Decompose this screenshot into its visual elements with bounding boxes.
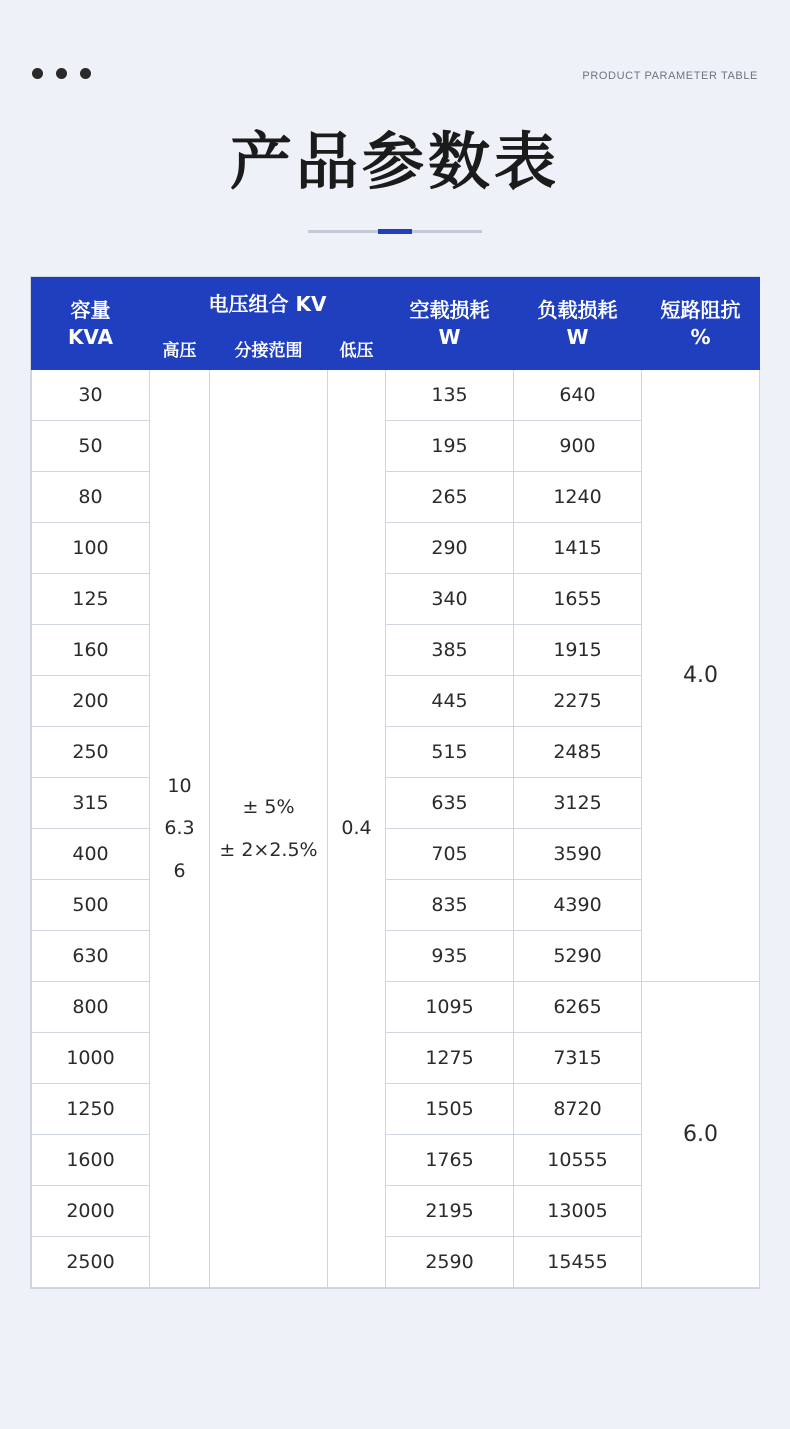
page-title: 产品参数表 xyxy=(229,125,560,198)
cell-load-loss: 10555 xyxy=(514,1135,642,1186)
header-tap-range: 分接范围 xyxy=(210,328,328,370)
decorative-dots xyxy=(32,68,91,79)
cell-capacity: 80 xyxy=(32,472,150,523)
cell-capacity: 800 xyxy=(32,982,150,1033)
cell-capacity: 400 xyxy=(32,829,150,880)
cell-load-loss: 13005 xyxy=(514,1186,642,1237)
cell-load-loss: 640 xyxy=(514,370,642,421)
cell-capacity: 2500 xyxy=(32,1237,150,1288)
high-voltage-value: 6 xyxy=(173,860,186,883)
header-no-load-loss-line1: 空载损耗 xyxy=(409,297,490,322)
high-voltage-value: 10 xyxy=(167,774,192,797)
parameter-table-container xyxy=(30,276,760,1289)
cell-load-loss: 4390 xyxy=(514,880,642,931)
cell-capacity: 100 xyxy=(32,523,150,574)
cell-load-loss: 6265 xyxy=(514,982,642,1033)
tap-range-value: ± 2×2.5% xyxy=(219,838,318,861)
cell-impedance: 4.0 xyxy=(642,370,760,982)
cell-capacity: 50 xyxy=(32,421,150,472)
cell-no-load-loss: 340 xyxy=(386,574,514,625)
cell-no-load-loss: 835 xyxy=(386,880,514,931)
header-load-loss-line2: W xyxy=(566,324,589,349)
header-low-voltage: 低压 xyxy=(328,328,386,370)
cell-impedance: 6.0 xyxy=(642,982,760,1288)
header-capacity-line1: 容量 xyxy=(70,297,111,322)
cell-no-load-loss: 1505 xyxy=(386,1084,514,1135)
cell-tap-range xyxy=(210,370,328,1288)
cell-no-load-loss: 265 xyxy=(386,472,514,523)
dot-icon xyxy=(56,68,67,79)
cell-load-loss: 8720 xyxy=(514,1084,642,1135)
cell-capacity: 200 xyxy=(32,676,150,727)
cell-no-load-loss: 195 xyxy=(386,421,514,472)
high-voltage-value: 6.3 xyxy=(164,817,195,840)
cell-capacity: 315 xyxy=(32,778,150,829)
cell-no-load-loss: 1095 xyxy=(386,982,514,1033)
table-body xyxy=(32,370,760,1288)
tap-range-value: ± 5% xyxy=(242,795,295,818)
header-impedance-line2: % xyxy=(690,324,711,349)
cell-load-loss: 3125 xyxy=(514,778,642,829)
table-header-row-1 xyxy=(32,278,760,328)
cell-load-loss: 5290 xyxy=(514,931,642,982)
table-head xyxy=(32,278,760,370)
cell-load-loss: 3590 xyxy=(514,829,642,880)
table-row xyxy=(32,370,760,421)
cell-capacity: 1000 xyxy=(32,1033,150,1084)
cell-load-loss: 2485 xyxy=(514,727,642,778)
cell-load-loss: 15455 xyxy=(514,1237,642,1288)
cell-capacity: 250 xyxy=(32,727,150,778)
parameter-table xyxy=(31,277,760,1288)
cell-capacity: 125 xyxy=(32,574,150,625)
cell-no-load-loss: 935 xyxy=(386,931,514,982)
cell-load-loss: 1415 xyxy=(514,523,642,574)
header-load-loss-line1: 负载损耗 xyxy=(537,297,618,322)
header-impedance-line1: 短路阻抗 xyxy=(660,297,741,322)
cell-low-voltage: 0.4 xyxy=(328,370,386,1288)
cell-no-load-loss: 1765 xyxy=(386,1135,514,1186)
header-no-load-loss-line2: W xyxy=(438,324,461,349)
cell-load-loss: 900 xyxy=(514,421,642,472)
cell-capacity: 30 xyxy=(32,370,150,421)
eyebrow-text: PRODUCT PARAMETER TABLE xyxy=(582,70,758,82)
cell-capacity: 1250 xyxy=(32,1084,150,1135)
cell-capacity: 1600 xyxy=(32,1135,150,1186)
cell-capacity: 160 xyxy=(32,625,150,676)
dot-icon xyxy=(32,68,43,79)
cell-no-load-loss: 385 xyxy=(386,625,514,676)
cell-no-load-loss: 290 xyxy=(386,523,514,574)
cell-load-loss: 1655 xyxy=(514,574,642,625)
cell-capacity: 2000 xyxy=(32,1186,150,1237)
cell-no-load-loss: 515 xyxy=(386,727,514,778)
title-divider xyxy=(308,230,482,233)
cell-load-loss: 1915 xyxy=(514,625,642,676)
cell-capacity: 500 xyxy=(32,880,150,931)
header-high-voltage: 高压 xyxy=(150,328,210,370)
cell-no-load-loss: 705 xyxy=(386,829,514,880)
header-capacity-line2: KVA xyxy=(67,324,114,349)
top-bar xyxy=(0,0,790,110)
cell-no-load-loss: 2590 xyxy=(386,1237,514,1288)
cell-no-load-loss: 135 xyxy=(386,370,514,421)
cell-no-load-loss: 635 xyxy=(386,778,514,829)
cell-capacity: 630 xyxy=(32,931,150,982)
title-block xyxy=(0,125,790,233)
cell-no-load-loss: 1275 xyxy=(386,1033,514,1084)
header-no-load-loss xyxy=(386,278,514,370)
table-row xyxy=(32,982,760,1033)
cell-load-loss: 1240 xyxy=(514,472,642,523)
header-voltage-group: 电压组合 KV xyxy=(150,278,386,328)
dot-icon xyxy=(80,68,91,79)
header-capacity xyxy=(32,278,150,370)
cell-no-load-loss: 445 xyxy=(386,676,514,727)
cell-no-load-loss: 2195 xyxy=(386,1186,514,1237)
cell-high-voltage xyxy=(150,370,210,1288)
header-impedance xyxy=(642,278,760,370)
header-load-loss xyxy=(514,278,642,370)
cell-load-loss: 7315 xyxy=(514,1033,642,1084)
cell-load-loss: 2275 xyxy=(514,676,642,727)
